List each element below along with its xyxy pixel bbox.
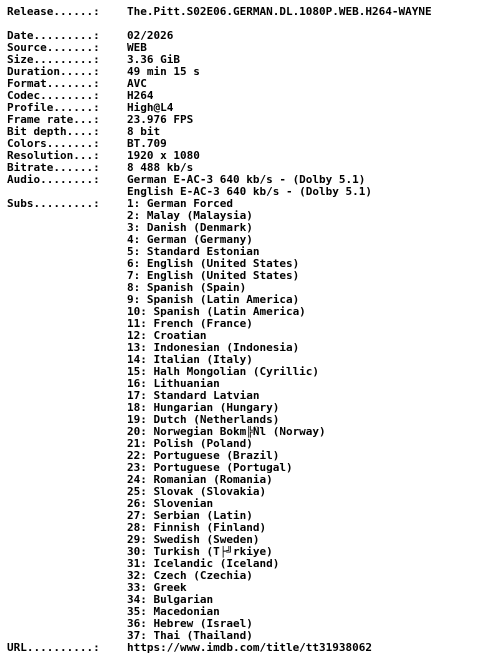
field-label: Codec........: — [7, 90, 100, 102]
subs-line — [7, 414, 499, 426]
field-value: H264 — [127, 90, 154, 102]
subs-line — [7, 234, 499, 246]
subs-line — [7, 342, 499, 354]
field-value: 02/2026 — [127, 30, 174, 42]
field-label: Date.........: — [7, 30, 100, 42]
subtitle-list — [7, 210, 499, 642]
subs-line — [7, 306, 499, 318]
subtitle-track: 13: Indonesian (Indonesia) — [127, 342, 300, 354]
subs-line — [7, 450, 499, 462]
field-value: WEB — [127, 42, 147, 54]
subtitle-track: 10: Spanish (Latin America) — [127, 306, 306, 318]
subs-line — [7, 582, 499, 594]
codec-line — [7, 90, 499, 102]
subtitle-track: 14: Italian (Italy) — [127, 354, 253, 366]
url-line — [7, 642, 499, 654]
blank-line — [7, 18, 499, 30]
colors-line — [7, 138, 499, 150]
profile-line — [7, 102, 499, 114]
subs-line — [7, 630, 499, 642]
subtitle-track: 36: Hebrew (Israel) — [127, 618, 253, 630]
subtitle-track: 5: Standard Estonian — [127, 246, 260, 258]
subs-line — [7, 210, 499, 222]
field-value: 8 bit — [127, 126, 161, 138]
subtitle-track: 3: Danish (Denmark) — [127, 222, 253, 234]
field-label: Profile......: — [7, 102, 100, 114]
bit-depth-line — [7, 126, 499, 138]
subs-line — [7, 330, 499, 342]
subtitle-track: 29: Swedish (Sweden) — [127, 534, 260, 546]
subs-line — [7, 570, 499, 582]
subtitle-track: 34: Bulgarian — [127, 594, 214, 606]
subtitle-track: 17: Standard Latvian — [127, 390, 260, 402]
subtitle-track: 2: Malay (Malaysia) — [127, 210, 253, 222]
subs-line — [7, 246, 499, 258]
bitrate-line — [7, 162, 499, 174]
resolution-line — [7, 150, 499, 162]
audio-track: English E-AC-3 640 kb/s - (Dolby 5.1) — [127, 186, 373, 198]
subs-line — [7, 390, 499, 402]
subs-line — [7, 606, 499, 618]
subs-line — [7, 294, 499, 306]
field-label: Duration.....: — [7, 66, 100, 78]
subs-line — [7, 594, 499, 606]
subs-line — [7, 510, 499, 522]
subs-line — [7, 366, 499, 378]
subtitle-track: 6: English (United States) — [127, 258, 300, 270]
subtitle-track: 35: Macedonian — [127, 606, 220, 618]
subs-line — [7, 354, 499, 366]
duration-line — [7, 66, 499, 78]
subtitle-track: 11: French (France) — [127, 318, 253, 330]
frame-rate-line — [7, 114, 499, 126]
audio-line — [7, 174, 499, 186]
field-label: Size.........: — [7, 54, 100, 66]
subs-line — [7, 546, 499, 558]
field-value: 8 488 kb/s — [127, 162, 194, 174]
subs-line — [7, 498, 499, 510]
field-label: Format.......: — [7, 78, 100, 90]
subs-line — [7, 270, 499, 282]
release-line — [7, 6, 499, 18]
subs-line — [7, 318, 499, 330]
subtitle-track: 33: Greek — [127, 582, 187, 594]
release-label: Release......: — [7, 6, 100, 18]
subtitle-track: 28: Finnish (Finland) — [127, 522, 267, 534]
audio-track: German E-AC-3 640 kb/s - (Dolby 5.1) — [127, 174, 366, 186]
subs-line — [7, 486, 499, 498]
subtitle-track: 21: Polish (Poland) — [127, 438, 253, 450]
field-value: AVC — [127, 78, 147, 90]
subtitle-track: 37: Thai (Thailand) — [127, 630, 253, 642]
field-value: 1920 x 1080 — [127, 150, 200, 162]
subs-line — [7, 402, 499, 414]
subtitle-track: 15: Halh Mongolian (Cyrillic) — [127, 366, 320, 378]
subs-line — [7, 426, 499, 438]
subtitle-track: 22: Portuguese (Brazil) — [127, 450, 280, 462]
field-label: Source.......: — [7, 42, 100, 54]
field-value: BT.709 — [127, 138, 167, 150]
subtitle-track: 4: German (Germany) — [127, 234, 253, 246]
subtitle-track: 19: Dutch (Netherlands) — [127, 414, 280, 426]
subtitle-track: 12: Croatian — [127, 330, 207, 342]
subs-line — [7, 222, 499, 234]
source-line — [7, 42, 499, 54]
subs-line — [7, 474, 499, 486]
subtitle-track: 18: Hungarian (Hungary) — [127, 402, 280, 414]
field-value: 49 min 15 s — [127, 66, 200, 78]
subtitle-track: 20: Norwegian Bokm╠Ñl (Norway) — [127, 426, 326, 438]
format-line — [7, 78, 499, 90]
subtitle-track: 27: Serbian (Latin) — [127, 510, 253, 522]
imdb-link[interactable]: https://www.imdb.com/title/tt31938062 — [127, 642, 373, 654]
subs-line — [7, 558, 499, 570]
field-value: High@L4 — [127, 102, 174, 114]
subtitle-track: 31: Icelandic (Iceland) — [127, 558, 280, 570]
subs-line — [7, 534, 499, 546]
subtitle-track: 32: Czech (Czechia) — [127, 570, 253, 582]
release-name: The.Pitt.S02E06.GERMAN.DL.1080P.WEB.H264-WAYNE — [127, 6, 432, 18]
field-label: Resolution...: — [7, 150, 100, 162]
subs-line — [7, 282, 499, 294]
field-label: Colors.......: — [7, 138, 100, 150]
subtitle-track: 1: German Forced — [127, 198, 233, 210]
url-label: URL..........: — [7, 642, 100, 654]
subs-label: Subs.........: — [7, 198, 100, 210]
subs-line — [7, 438, 499, 450]
field-label: Bitrate......: — [7, 162, 100, 174]
field-value: 23.976 FPS — [127, 114, 194, 126]
nfo-text-block — [7, 6, 499, 654]
subtitle-track: 26: Slovenian — [127, 498, 214, 510]
subs-line — [7, 618, 499, 630]
date-line — [7, 30, 499, 42]
subtitle-track: 7: English (United States) — [127, 270, 300, 282]
subtitle-track: 25: Slovak (Slovakia) — [127, 486, 267, 498]
field-label: Frame rate...: — [7, 114, 100, 126]
subtitle-track: 24: Romanian (Romania) — [127, 474, 273, 486]
subs-line — [7, 258, 499, 270]
subtitle-track: 23: Portuguese (Portugal) — [127, 462, 293, 474]
audio-line — [7, 186, 499, 198]
subs-line — [7, 378, 499, 390]
subs-line — [7, 198, 499, 210]
field-label: Bit depth....: — [7, 126, 100, 138]
field-value: 3.36 GiB — [127, 54, 180, 66]
subs-line — [7, 522, 499, 534]
size-line — [7, 54, 499, 66]
subtitle-track: 8: Spanish (Spain) — [127, 282, 247, 294]
subs-line — [7, 462, 499, 474]
audio-label: Audio........: — [7, 174, 100, 186]
subtitle-track: 16: Lithuanian — [127, 378, 220, 390]
subtitle-track: 9: Spanish (Latin America) — [127, 294, 300, 306]
subtitle-track: 30: Turkish (T├╝rkiye) — [127, 546, 273, 558]
